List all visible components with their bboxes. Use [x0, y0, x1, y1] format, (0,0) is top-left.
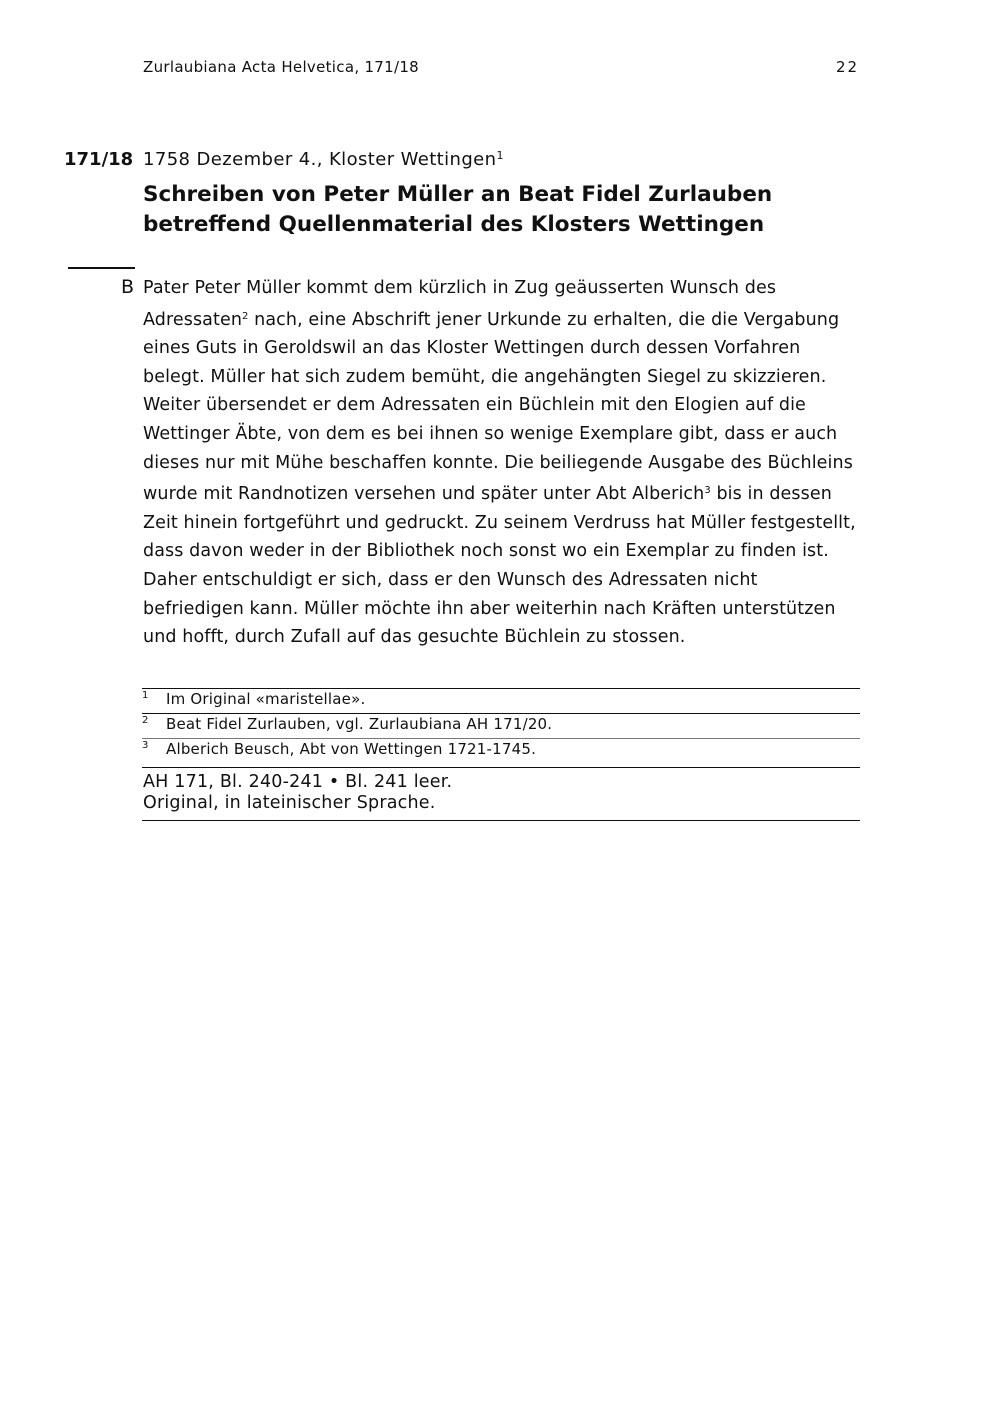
footnote-rule — [142, 688, 860, 689]
regest-paragraph — [143, 274, 863, 652]
regest-text — [143, 274, 863, 652]
footnote-ref: 3 — [704, 485, 711, 497]
source-shelfmark: AH 171, Bl. 240-241 • Bl. 241 leer. — [143, 772, 453, 792]
footnote-text: Alberich Beusch, Abt von Wettingen 1721-1745. — [166, 740, 537, 758]
page-number: 22 — [836, 58, 860, 76]
date-place-text: 1758 Dezember 4., Kloster Wettingen — [143, 149, 497, 170]
document-title: Schreiben von Peter Müller an Beat Fidel Zurlauben betreffend Quellenmaterial des Klosters Wettingen — [143, 182, 773, 237]
source-description: Original, in lateinischer Sprache. — [143, 793, 436, 813]
footnote-mark: 3 — [142, 740, 149, 751]
footnote-ref: 2 — [242, 310, 249, 322]
footnote-text: Beat Fidel Zurlauben, vgl. Zurlaubiana AH 171/20. — [166, 715, 553, 733]
regest-part-3: bis in dessen Zeit hinein fortgeführt und gedruckt. Zu seinem Verdruss hat Müller festgestellt, dass davon weder in der Bibliothek noch sonst wo ein Exemplar zu finden ist. Daher entschuldigt er sich, dass er den Wunsch des Adressaten nicht befriedigen kann. Müller möchte ihn aber weiterhin nach Kräften unterstützen und hofft, durch Zufall auf das gesuchte Büchlein zu stossen. — [143, 484, 856, 648]
footnote-mark: 2 — [142, 715, 149, 726]
section-marker: B — [121, 276, 135, 298]
section-rule — [68, 267, 135, 269]
footnote-rule — [142, 713, 860, 714]
footnote-text: Im Original «maristellae». — [166, 690, 366, 708]
entry-number: 171/18 — [64, 149, 134, 170]
entry-date-place — [143, 149, 504, 170]
regest-part-2: nach, eine Abschrift jener Urkunde zu erhalten, die die Vergabung eines Guts in Geroldswil an das Kloster Wettingen durch dessen Vorfahren belegt. Müller hat sich zudem bemüht, die angehängten Siegel zu skizzieren. Weiter übersendet er dem Adressaten ein Büchlein mit den Elogien auf die Wettinger Äbte, von dem es bei ihnen so wenige Exemplare gibt, dass er auch dieses nur mit Mühe beschaffen konnte. Die beiliegende Ausgabe des Büchleins wurde mit Randnotizen versehen und später unter Abt Alberich — [143, 309, 853, 505]
source-bottom-rule — [142, 820, 860, 821]
running-header: Zurlaubiana Acta Helvetica, 171/18 — [143, 58, 420, 76]
source-block — [143, 772, 452, 814]
regest-part-1: Pater Peter Müller kommt dem kürzlich in Zug geäusserten Wunsch des Adressaten — [143, 278, 777, 330]
footnote-rule — [142, 738, 860, 739]
footnote-mark: 1 — [142, 690, 149, 701]
footnote-ref: 1 — [496, 149, 504, 162]
source-top-rule — [142, 767, 860, 768]
